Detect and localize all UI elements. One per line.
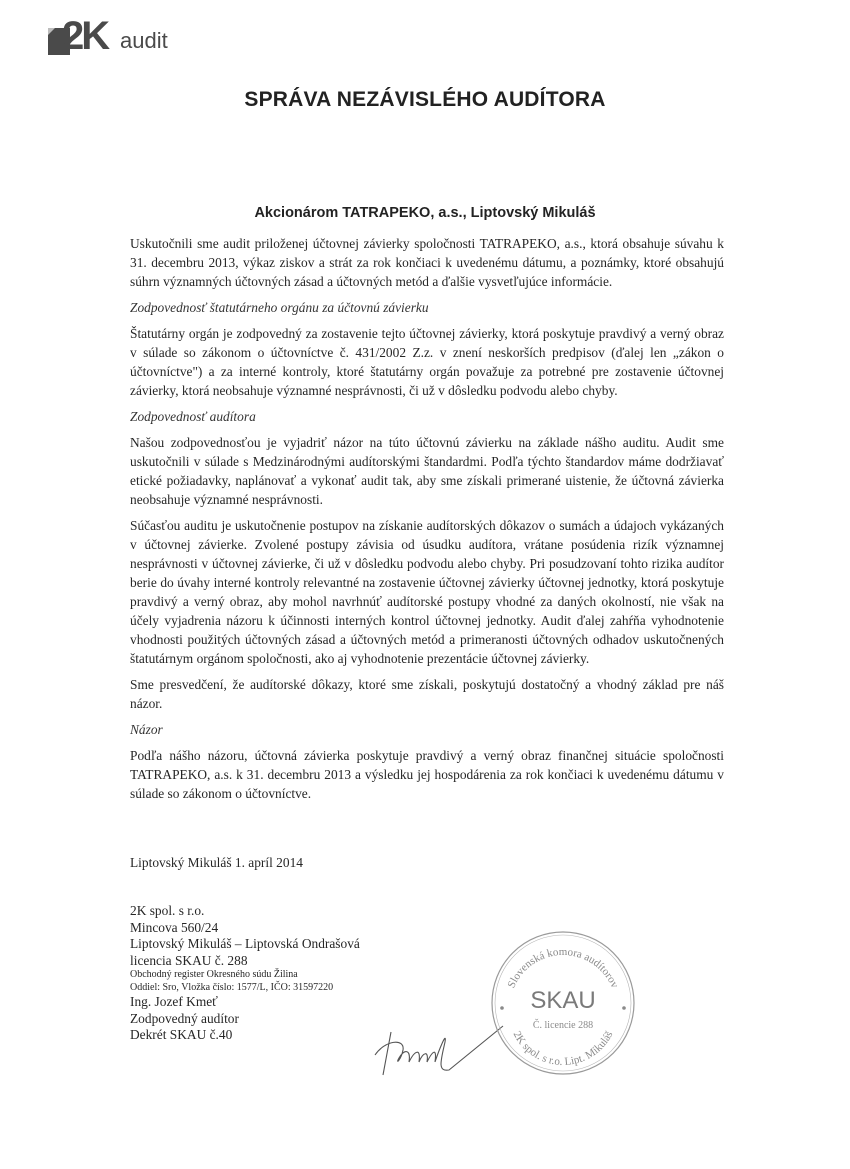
svg-text:Slovenská komora audítorov	[505, 946, 620, 990]
firm-city: Liptovský Mikuláš – Liptovská Ondrašová	[130, 936, 360, 951]
auditor-name: Ing. Jozef Kmeť	[130, 994, 218, 1009]
opinion-paragraph: Podľa nášho názoru, účtovná závierka poskytuje pravdivý a verný obraz finančnej situácie spoločnosti TATRAPEKO, a.s. k 31. decembru 2013 a výsledku jej hospodárenia za rok končiaci k uvedenému dátumu v súlade so zákonom o účtovníctve.	[130, 748, 724, 801]
addressee: Akcionárom TATRAPEKO, a.s., Liptovský Mikuláš	[254, 205, 596, 221]
report-body	[130, 234, 724, 810]
auditor-heading: Zodpovednosť audítora	[130, 409, 256, 424]
logo-text: audit	[120, 28, 168, 53]
place-date: Liptovský Mikuláš 1. apríl 2014	[130, 855, 303, 870]
stamp-bottom-text: 2K spol. s r.o. Lipt. Mikuláš	[510, 1029, 616, 1069]
company-logo	[48, 14, 168, 58]
page-title: SPRÁVA NEZÁVISLÉHO AUDÍTORA	[244, 88, 606, 111]
opinion-heading: Názor	[130, 722, 163, 737]
skau-stamp-icon	[488, 928, 638, 1078]
stamp-license-text: Č. licencie 288	[532, 1020, 594, 1031]
intro-paragraph: Uskutočnili sme audit priloženej účtovnej závierky spoločnosti TATRAPEKO, a.s., ktorá obsahuje súvahu k 31. decembru 2013, výkaz ziskov a strát za rok končiaci k uvedenému dátumu, a poznámky, ktoré obsahujú súhrn významných účtovných zásad a účtovných metód a ďalšie vysvetľujúce informácie.	[130, 236, 724, 289]
firm-street: Mincova 560/24	[130, 919, 219, 935]
management-paragraph: Štatutárny orgán je zodpovedný za zostavenie tejto účtovnej závierky, ktorá poskytuje pravdivý a verný obraz v súlade so zákonom o účtovníctve č. 431/2002 Z.z. v znení neskorších predpisov (ďalej len „zákon o účtovníctve") a za interné kontroly, ktoré štatutárny orgán považuje za potrebné pre zostavenie účtovnej závierky, ktorá neobsahuje významné nesprávnosti, či už v dôsledku podvodu alebo chyby.	[130, 326, 724, 398]
svg-text:2K spol. s r.o. Lipt. Mikuláš	[511, 1029, 616, 1068]
auditor-role: Zodpovedný audítor	[130, 1010, 239, 1026]
firm-register-detail: Oddiel: Sro, Vložka číslo: 1577/L, IČO: 31597220	[130, 981, 334, 993]
auditor-paragraph-2: Súčasťou auditu je uskutočnenie postupov na získanie audítorských dôkazov o sumách a údajoch vykázaných v účtovnej závierke. Zvolené postupy závisia od úsudku audítora, vrátane posúdenia rizík významnej nesprávnosti v účtovnej závierke, či už v dôsledku podvodu alebo chyby. Pri posudzovaní tohto rizika audítor berie do úvahy interné kontroly relevantné na zostavenie účtovnej závierky účtovnej jednotky, ktorá poskytuje pravdivý a verný obraz, aby mohol navrhnúť audítorské postupy vhodné za daných okolností, nie však na účely vyjadrenia názoru k účinnosti interných kontrol účtovnej jednotky. Audit ďalej zahŕňa vyhodnotenie vhodnosti použitých účtovných zásad a účtovných metód a primeranosti účtovných odhadov uskutočnených štatutárnym orgánom spoločnosti, ako aj vyhodnotenie prezentácie účtovnej závierky.	[130, 518, 724, 666]
auditor-paragraph-3: Sme presvedčení, že audítorské dôkazy, ktoré sme získali, poskytujú dostatočný a vhodný základ pre náš názor.	[130, 677, 724, 711]
auditor-decree: Dekrét SKAU č.40	[130, 1027, 233, 1042]
stamp-top-text: Slovenská komora audítorov	[505, 946, 621, 990]
management-heading: Zodpovednosť štatutárneho orgánu za účtovnú závierku	[130, 300, 429, 315]
auditor-paragraph-1: Našou zodpovednosťou je vyjadriť názor na túto účtovnú závierku na základe nášho auditu. Audit sme uskutočnili v súlade s Medzinárodnými audítorskými štandardmi. Podľa týchto štandardov máme dodržiavať etické požiadavky, naplánovať a vykonať audit tak, aby sme získali primerané uistenie, že účtovná závierka neobsahuje významné nesprávnosti.	[130, 435, 724, 507]
firm-details	[130, 903, 360, 1044]
firm-name: 2K spol. s r.o.	[130, 903, 205, 918]
logo-mark-icon: 2K	[48, 24, 120, 56]
firm-license: licencia SKAU č. 288	[130, 952, 248, 968]
stamp-center-text: SKAU	[530, 987, 596, 1014]
signature-icon	[365, 1020, 505, 1080]
firm-register: Obchodný register Okresného súdu Žilina	[130, 969, 298, 980]
